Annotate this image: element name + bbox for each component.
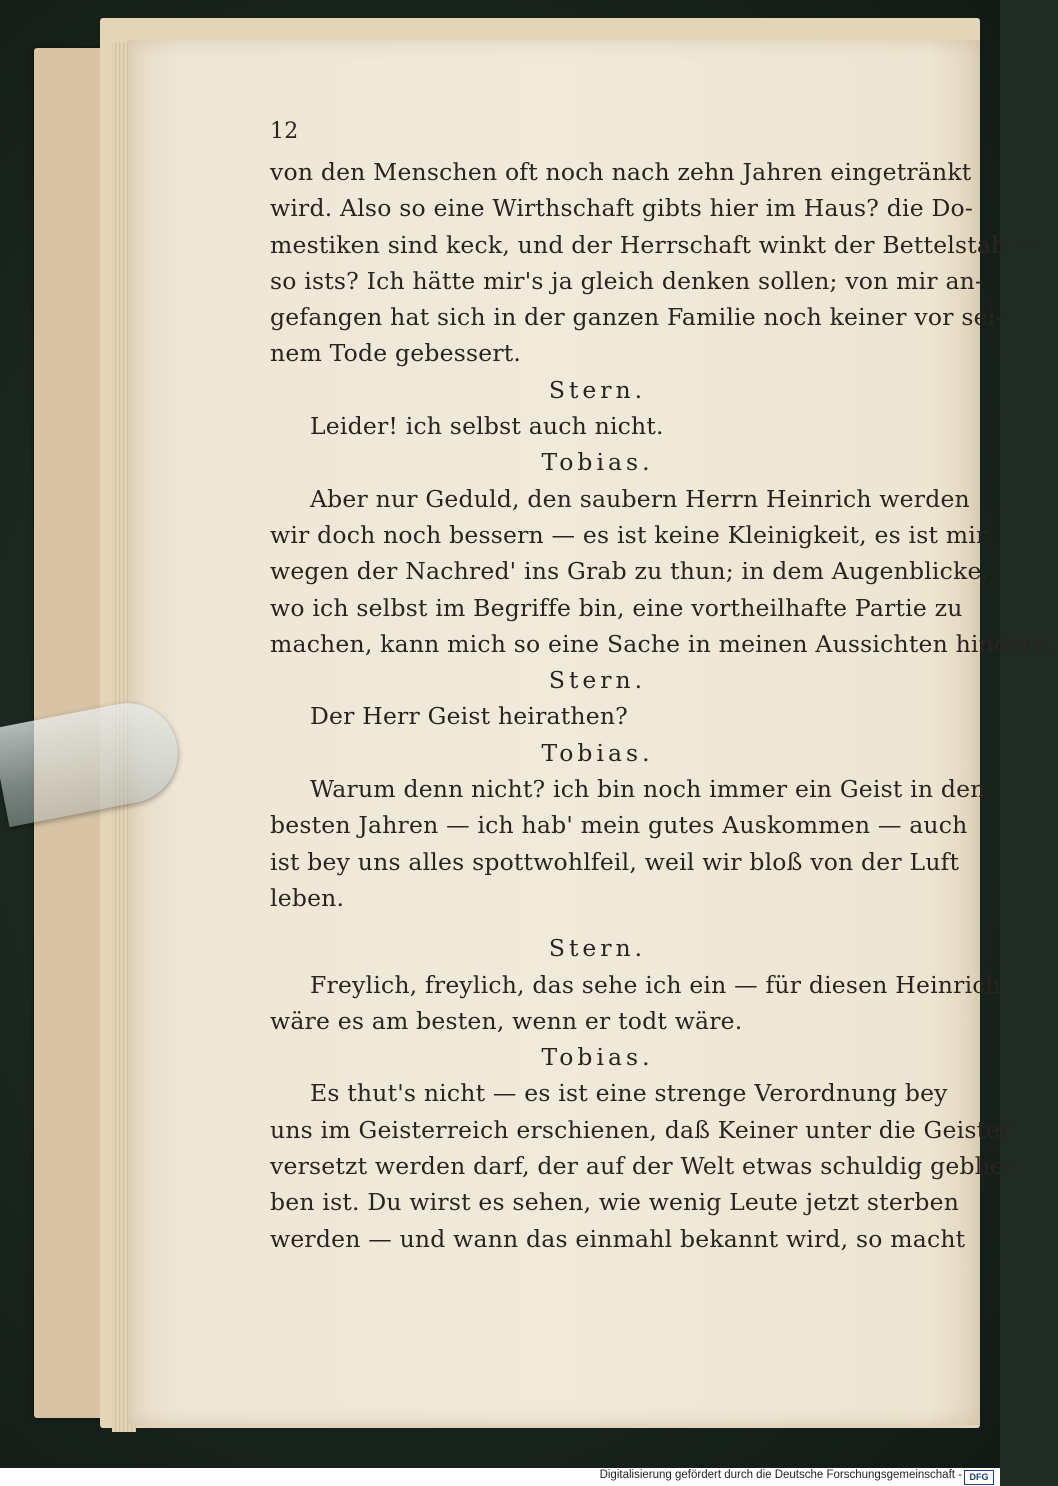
text-line: wird. Also so eine Wirthschaft gibts hier im Haus? die Do- — [270, 194, 974, 223]
speaker-name: Tobias. — [541, 448, 654, 477]
text-line: Es thut's nicht — es ist eine strenge Verordnung bey — [310, 1079, 948, 1108]
page-text — [270, 110, 1058, 1257]
text-line: Aber nur Geduld, den saubern Herrn Heinrich werden — [310, 484, 970, 513]
text-line: werden — und wann das einmahl bekannt wird, so macht — [270, 1224, 966, 1253]
text-line: ist bey uns alles spottwohlfeil, weil wir bloß von der Luft — [270, 847, 960, 876]
page-number: 12 — [270, 119, 299, 144]
speaker-name: Tobias. — [541, 1043, 654, 1072]
text-line: Leider! ich selbst auch nicht. — [310, 412, 664, 441]
text-line: gefangen hat sich in der ganzen Familie noch keiner vor sei- — [270, 303, 1004, 332]
text-line: mestiken sind keck, und der Herrschaft winkt der Bettelstab — — [270, 230, 1038, 259]
dfg-logo: DFG — [964, 1470, 994, 1485]
speaker-name: Tobias. — [541, 738, 654, 767]
text-line: uns im Geisterreich erschienen, daß Keiner unter die Geister — [270, 1115, 1012, 1144]
text-line: versetzt werden darf, der auf der Welt etwas schuldig geblie- — [270, 1152, 1013, 1181]
text-line: wegen der Nachred' ins Grab zu thun; in dem Augenblicke, — [270, 557, 990, 586]
text-line: ben ist. Du wirst es sehen, wie wenig Leute jetzt sterben — [270, 1188, 960, 1217]
text-line: wo ich selbst im Begriffe bin, eine vortheilhafte Partie zu — [270, 593, 963, 622]
text-line: wir doch noch bessern — es ist keine Kleinigkeit, es ist mir — [270, 520, 988, 549]
speaker-name: Stern. — [548, 666, 647, 695]
text-line: Freylich, freylich, das sehe ich ein — für diesen Heinrich — [310, 970, 1001, 999]
text-line: Der Herr Geist heirathen? — [310, 702, 628, 731]
speaker-name: Stern. — [548, 934, 647, 963]
footer-bar — [0, 1468, 1000, 1486]
text-line: wäre es am besten, wenn er todt wäre. — [270, 1006, 743, 1035]
footer-credit: Digitalisierung gefördert durch die Deutsche Forschungsgemeinschaft - — [599, 1469, 962, 1481]
speaker-name: Stern. — [548, 375, 647, 404]
text-line: Warum denn nicht? ich bin noch immer ein Geist in den — [310, 775, 986, 804]
text-line: besten Jahren — ich hab' mein gutes Auskommen — auch — [270, 811, 968, 840]
text-line: nem Tode gebessert. — [270, 339, 522, 368]
text-line: so ists? Ich hätte mir's ja gleich denken sollen; von mir an- — [270, 266, 984, 295]
text-line: leben. — [270, 883, 345, 912]
text-line: von den Menschen oft noch nach zehn Jahren eingetränkt — [270, 158, 972, 186]
text-line: machen, kann mich so eine Sache in meinen Aussichten hindern. — [270, 629, 1058, 658]
text-blocks — [270, 154, 1058, 1257]
